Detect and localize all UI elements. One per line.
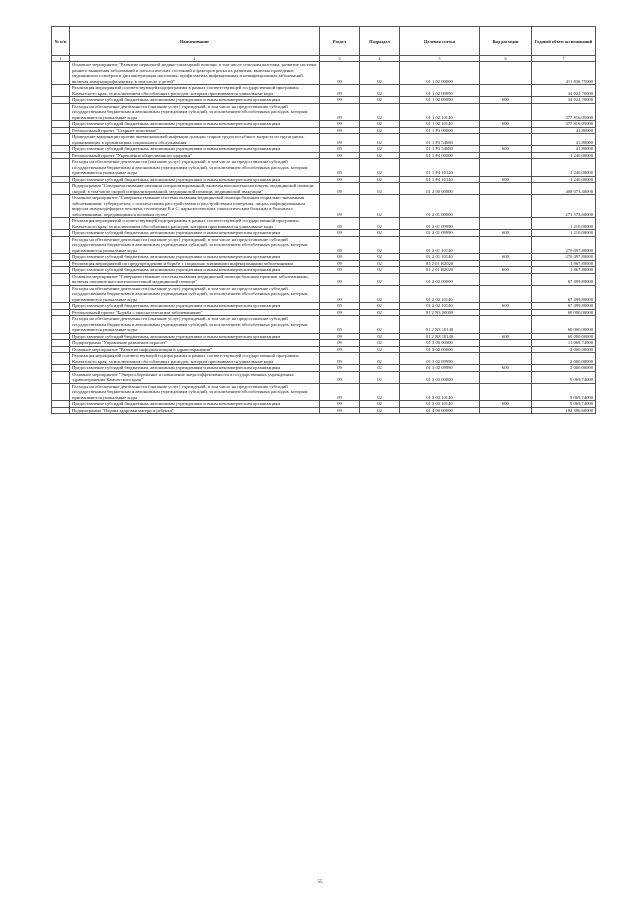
row-name-cell: Основное мероприятие "Совершенствование системы оказания медицинской помощи больным прочими заболеваниями, включая оказание высокотехнологичной медицинской помощи" xyxy=(70,273,320,285)
row-expense-type-cell xyxy=(480,407,532,414)
row-subsection-cell: 02 xyxy=(360,303,400,310)
table-row xyxy=(52,195,596,218)
row-amount-cell: 377 816,05000 xyxy=(532,103,596,121)
row-subsection-cell: 02 xyxy=(360,353,400,365)
row-amount-cell: 67 499,80000 xyxy=(532,303,596,310)
page-number: 55 xyxy=(317,880,323,885)
row-target-article-cell: 01 1 P4 10140 xyxy=(400,159,480,177)
row-section-cell: 09 xyxy=(320,85,360,97)
row-section-cell: 09 xyxy=(320,383,360,401)
row-expense-type-cell xyxy=(480,285,532,303)
row-amount-cell: 1 867,80000 xyxy=(532,260,596,267)
row-section-cell: 09 xyxy=(320,340,360,347)
table-row xyxy=(52,273,596,285)
row-amount-cell: 67 499,80000 xyxy=(532,273,596,285)
row-section-cell: 09 xyxy=(320,353,360,365)
table-row xyxy=(52,218,596,230)
row-name-cell: Подпрограмма "Охрана здоровья матери и ребенка" xyxy=(70,407,320,414)
row-number-cell xyxy=(52,285,70,303)
row-name-cell: Расходы на обеспечение деятельности (оказание услуг) учреждений, в том числе на предоставление субсидий государственным бюджетным и автономным учреждениям субсидий, за исключением обособленных расходов, которым присваиваются уникальные коды xyxy=(70,103,320,121)
row-subsection-cell: 02 xyxy=(360,97,400,104)
row-section-cell: 09 xyxy=(320,303,360,310)
row-name-cell: Предоставление субсидий бюджетным, автономным учреждениям и иным некоммерческим организациям xyxy=(70,333,320,340)
row-target-article-cell: 01 1 02 10140 xyxy=(400,121,480,128)
row-section-cell: 09 xyxy=(320,195,360,218)
row-expense-type-cell xyxy=(480,159,532,177)
row-subsection-cell: 02 xyxy=(360,273,400,285)
row-expense-type-cell xyxy=(480,218,532,230)
row-amount-cell: 60 000,00000 xyxy=(532,309,596,316)
row-amount-cell: 3 240,00000 xyxy=(532,159,596,177)
row-name-cell: Расходы на обеспечение деятельности (оказание услуг) учреждений, в том числе на предоставление субсидий государственным бюджетным и автономным учреждениям субсидий, за исключением обособленных расходов, которым присваиваются уникальные коды xyxy=(70,236,320,254)
table-row xyxy=(52,353,596,365)
table-row xyxy=(52,103,596,121)
row-section-cell: 09 xyxy=(320,407,360,414)
row-target-article-cell: 01 2 01 00000 xyxy=(400,195,480,218)
row-number-cell xyxy=(52,195,70,218)
row-expense-type-cell: 600 xyxy=(480,254,532,261)
header-target-article: Целевая статья xyxy=(400,27,480,56)
row-section-cell: 09 xyxy=(320,365,360,372)
row-amount-cell: 11 069,74000 xyxy=(532,340,596,347)
row-section-cell: 09 xyxy=(320,285,360,303)
row-expense-type-cell xyxy=(480,183,532,195)
col-number: 3 xyxy=(320,56,360,62)
row-target-article-cell: 01 1 02 10140 xyxy=(400,103,480,121)
row-target-article-cell: 01 1 02 00000 xyxy=(400,62,480,85)
row-amount-cell: 67 499,80000 xyxy=(532,285,596,303)
row-number-cell xyxy=(52,183,70,195)
row-target-article-cell: 01 2 01 10140 xyxy=(400,254,480,261)
row-target-article-cell: 01 2 01 09990 xyxy=(400,230,480,237)
row-expense-type-cell xyxy=(480,353,532,365)
row-name-cell: Региональный проект "Старшее поколение" xyxy=(70,127,320,134)
row-number-cell xyxy=(52,62,70,85)
col-number: 7 xyxy=(532,56,596,62)
row-number-cell xyxy=(52,371,70,383)
row-section-cell: 09 xyxy=(320,62,360,85)
row-expense-type-cell xyxy=(480,103,532,121)
row-name-cell: Расходы на обеспечение деятельности (оказание услуг) учреждений, в том числе на предоставление субсидий государственным бюджетным и автономным учреждениям субсидий, за исключением обособленных расходов, которым присваиваются уникальные коды xyxy=(70,159,320,177)
row-amount-cell: 1 867,80000 xyxy=(532,267,596,274)
row-section-cell: 09 xyxy=(320,230,360,237)
row-section-cell: 09 xyxy=(320,121,360,128)
row-number-cell xyxy=(52,236,70,254)
row-expense-type-cell xyxy=(480,195,532,218)
row-amount-cell: 9 069,74000 xyxy=(532,371,596,383)
row-expense-type-cell: 600 xyxy=(480,365,532,372)
row-name-cell: Расходы на обеспечение деятельности (оказание услуг) учреждений, в том числе на предоставление субсидий государственным бюджетным и автономным учреждениям субсидий, за исключением обособленных расходов, которым присваиваются уникальные коды xyxy=(70,285,320,303)
row-subsection-cell: 02 xyxy=(360,365,400,372)
row-target-article-cell: 01 2 01 09990 xyxy=(400,218,480,230)
row-subsection-cell: 02 xyxy=(360,346,400,353)
table-row xyxy=(52,85,596,97)
row-name-cell: Реализация мероприятий соответствующей подпрограммы в рамках соответствующей государственной программы Камчатского края, за исключением обособленных расходов, которым присваиваются уникальные коды xyxy=(70,218,320,230)
row-subsection-cell: 02 xyxy=(360,260,400,267)
header-subsection: Подраздел xyxy=(360,27,400,56)
table-row xyxy=(52,183,596,195)
row-section-cell: 09 xyxy=(320,236,360,254)
row-amount-cell: 408 073,40000 xyxy=(532,183,596,195)
row-target-article-cell: 01 2 02 10140 xyxy=(400,303,480,310)
row-target-article-cell: 01 3 03 10140 xyxy=(400,383,480,401)
row-section-cell: 09 xyxy=(320,103,360,121)
row-target-article-cell: 01 2 N3 10140 xyxy=(400,316,480,334)
row-expense-type-cell xyxy=(480,85,532,97)
row-subsection-cell: 02 xyxy=(360,236,400,254)
table-row xyxy=(52,407,596,414)
row-target-article-cell: 01 4 00 00000 xyxy=(400,407,480,414)
row-subsection-cell: 02 xyxy=(360,230,400,237)
row-expense-type-cell: 600 xyxy=(480,303,532,310)
row-expense-type-cell: 600 xyxy=(480,230,532,237)
row-expense-type-cell: 600 xyxy=(480,401,532,408)
row-section-cell: 09 xyxy=(320,401,360,408)
row-amount-cell: 60 000,00000 xyxy=(532,333,596,340)
row-name-cell: Проведение вакцинации против пневмококковой инфекции граждан старше трудоспособного возраста из групп риска, проживающих в организациях социального обслуживания xyxy=(70,134,320,146)
row-section-cell: 09 xyxy=(320,146,360,153)
table-row xyxy=(52,236,596,254)
row-subsection-cell: 02 xyxy=(360,218,400,230)
row-expense-type-cell xyxy=(480,62,532,85)
row-name-cell: Основное мероприятие "Развитие информатизации в здравоохранении" xyxy=(70,346,320,353)
row-subsection-cell: 02 xyxy=(360,340,400,347)
row-amount-cell: 2 000,00000 xyxy=(532,365,596,372)
row-subsection-cell: 02 xyxy=(360,309,400,316)
header-annual-amount: Годовой объем ассигнований xyxy=(532,27,596,56)
table-row xyxy=(52,159,596,177)
row-subsection-cell: 02 xyxy=(360,121,400,128)
row-number-cell xyxy=(52,407,70,414)
row-number-cell xyxy=(52,273,70,285)
row-subsection-cell: 02 xyxy=(360,159,400,177)
row-subsection-cell: 02 xyxy=(360,146,400,153)
row-amount-cell: 1 210,00000 xyxy=(532,230,596,237)
row-number-cell xyxy=(52,383,70,401)
row-subsection-cell: 02 xyxy=(360,176,400,183)
row-amount-cell: 3 240,00000 xyxy=(532,176,596,183)
table-body xyxy=(52,62,596,414)
row-section-cell: 09 xyxy=(320,176,360,183)
row-target-article-cell: 01 2 N3 00000 xyxy=(400,309,480,316)
row-amount-cell: 60 000,00000 xyxy=(532,316,596,334)
row-amount-cell: 182 386,60000 xyxy=(532,407,596,414)
row-expense-type-cell: 600 xyxy=(480,121,532,128)
row-target-article-cell: 01 1 02 09990 xyxy=(400,97,480,104)
row-expense-type-cell xyxy=(480,371,532,383)
row-target-article-cell: 01 2 02 00000 xyxy=(400,273,480,285)
row-section-cell: 09 xyxy=(320,273,360,285)
row-section-cell: 09 xyxy=(320,260,360,267)
row-number-cell xyxy=(52,353,70,365)
col-number: 6 xyxy=(480,56,532,62)
row-number-cell xyxy=(52,134,70,146)
row-expense-type-cell: 600 xyxy=(480,333,532,340)
row-name-cell: Реализация мероприятий по предупреждению и борьбе с социально значимыми инфекционными заболеваниями xyxy=(70,260,320,267)
row-amount-cell: 34 022,70000 xyxy=(532,85,596,97)
row-amount-cell: 411 836,75000 xyxy=(532,62,596,85)
row-name-cell: Региональный проект "Укрепление общественного здоровья" xyxy=(70,152,320,159)
row-subsection-cell: 02 xyxy=(360,407,400,414)
row-amount-cell: 41,80000 xyxy=(532,134,596,146)
col-number: 4 xyxy=(360,56,400,62)
row-section-cell: 09 xyxy=(320,333,360,340)
row-amount-cell: 2 000,00000 xyxy=(532,353,596,365)
row-subsection-cell: 02 xyxy=(360,134,400,146)
row-number-cell xyxy=(52,316,70,334)
col-number: 5 xyxy=(400,56,480,62)
row-number-cell xyxy=(52,85,70,97)
row-target-article-cell: 01 2 01 R2020 xyxy=(400,260,480,267)
row-subsection-cell: 02 xyxy=(360,371,400,383)
row-section-cell: 09 xyxy=(320,159,360,177)
row-section-cell: 09 xyxy=(320,127,360,134)
row-subsection-cell: 02 xyxy=(360,183,400,195)
row-expense-type-cell xyxy=(480,236,532,254)
row-name-cell: Предоставление субсидий бюджетным, автономным учреждениям и иным некоммерческим организациям xyxy=(70,303,320,310)
row-amount-cell: 34 022,70000 xyxy=(532,97,596,104)
header-section: Раздел xyxy=(320,27,360,56)
row-name-cell: Расходы на обеспечение деятельности (оказание услуг) учреждений, в том числе на предоставление субсидий государственным бюджетным и автономным учреждениям субсидий, за исключением обособленных расходов, которым присваиваются уникальные коды xyxy=(70,383,320,401)
row-name-cell: Основное мероприятие "Энергосбережение и повышение энергоэффективности в государственных учреждениях здравоохранения Камчатского края" xyxy=(70,371,320,383)
row-name-cell: Предоставление субсидий бюджетным, автономным учреждениям и иным некоммерческим организациям xyxy=(70,254,320,261)
row-expense-type-cell xyxy=(480,383,532,401)
row-amount-cell: 270 497,80000 xyxy=(532,254,596,261)
row-section-cell: 09 xyxy=(320,218,360,230)
row-expense-type-cell: 600 xyxy=(480,97,532,104)
row-target-article-cell: 01 2 02 10140 xyxy=(400,285,480,303)
row-amount-cell: 1 210,00000 xyxy=(532,218,596,230)
row-name-cell: Предоставление субсидий бюджетным, автономным учреждениям и иным некоммерческим организациям xyxy=(70,176,320,183)
row-amount-cell: 3 240,00000 xyxy=(532,152,596,159)
table-header-row xyxy=(52,27,596,56)
row-target-article-cell: 01 1 02 09990 xyxy=(400,85,480,97)
header-expense-type: Вид расходов xyxy=(480,27,532,56)
row-target-article-cell: 01 1 P3 00000 xyxy=(400,127,480,134)
row-expense-type-cell: 600 xyxy=(480,146,532,153)
header-name: Наименование xyxy=(70,27,320,56)
row-expense-type-cell xyxy=(480,316,532,334)
row-amount-cell: 41,80000 xyxy=(532,146,596,153)
row-number-cell xyxy=(52,159,70,177)
row-subsection-cell: 02 xyxy=(360,103,400,121)
table-row xyxy=(52,383,596,401)
row-subsection-cell: 02 xyxy=(360,316,400,334)
row-target-article-cell: 01 2 01 10140 xyxy=(400,236,480,254)
row-target-article-cell: 01 3 00 00000 xyxy=(400,340,480,347)
row-name-cell: Основное мероприятие "Совершенствование системы оказания медицинской помощи больным социально-значимыми заболеваниями: туберкулезом, с психическими расстройствами и расстройствами поведения, лицам, инфицированным вирусом иммунодефицита человека, гепатитами В и С, наркологическим, онкологическим больным и больным с заболеваниями, передающимися половым путем" xyxy=(70,195,320,218)
row-subsection-cell: 02 xyxy=(360,285,400,303)
row-amount-cell: 270 497,80000 xyxy=(532,236,596,254)
row-section-cell: 09 xyxy=(320,309,360,316)
row-expense-type-cell xyxy=(480,134,532,146)
row-subsection-cell: 02 xyxy=(360,152,400,159)
row-target-article-cell: 01 2 01 R2020 xyxy=(400,267,480,274)
row-expense-type-cell xyxy=(480,273,532,285)
row-name-cell: Предоставление субсидий бюджетным, автономным учреждениям и иным некоммерческим организациям xyxy=(70,230,320,237)
row-name-cell: Реализация мероприятий соответствующей подпрограммы в рамках соответствующей государственной программы Камчатского края, за исключением обособленных расходов, которым присваиваются уникальные коды xyxy=(70,85,320,97)
row-target-article-cell: 01 1 P3 54680 xyxy=(400,146,480,153)
row-name-cell: Подпрограмма "Совершенствование оказания специализированной, включая высокотехнологичную, медицинской помощи, скорой, в том числе скорой специализированной, медицинской помощи, медицинской эвакуации" xyxy=(70,183,320,195)
budget-table xyxy=(51,26,596,414)
row-name-cell: Предоставление субсидий бюджетным, автономным учреждениям и иным некоммерческим организациям xyxy=(70,365,320,372)
table-row xyxy=(52,134,596,146)
row-target-article-cell: 01 1 P3 54680 xyxy=(400,134,480,146)
row-name-cell: Предоставление субсидий бюджетным, автономным учреждениям и иным некоммерческим организациям xyxy=(70,97,320,104)
row-subsection-cell: 02 xyxy=(360,401,400,408)
row-name-cell: Предоставление субсидий бюджетным, автономным учреждениям и иным некоммерческим организациям xyxy=(70,401,320,408)
row-section-cell: 09 xyxy=(320,134,360,146)
row-amount-cell: 41,80000 xyxy=(532,127,596,134)
row-amount-cell: 2 000,00000 xyxy=(532,346,596,353)
col-number: 2 xyxy=(70,56,320,62)
row-expense-type-cell: 600 xyxy=(480,176,532,183)
row-section-cell: 09 xyxy=(320,97,360,104)
row-subsection-cell: 02 xyxy=(360,333,400,340)
row-amount-cell: 273 575,60000 xyxy=(532,195,596,218)
row-expense-type-cell: 600 xyxy=(480,267,532,274)
row-subsection-cell: 02 xyxy=(360,85,400,97)
row-target-article-cell: 01 1 P4 00000 xyxy=(400,152,480,159)
header-number: № п/п xyxy=(52,27,70,56)
row-subsection-cell: 02 xyxy=(360,254,400,261)
row-amount-cell: 9 069,74000 xyxy=(532,401,596,408)
table-row xyxy=(52,285,596,303)
table-row xyxy=(52,371,596,383)
row-number-cell xyxy=(52,218,70,230)
row-subsection-cell: 02 xyxy=(360,195,400,218)
row-section-cell: 09 xyxy=(320,183,360,195)
row-section-cell: 09 xyxy=(320,254,360,261)
row-target-article-cell: 01 2 00 00000 xyxy=(400,183,480,195)
row-target-article-cell: 01 3 03 00000 xyxy=(400,371,480,383)
row-amount-cell: 9 069,74000 xyxy=(532,383,596,401)
row-amount-cell: 377 816,05000 xyxy=(532,121,596,128)
row-name-cell: Региональный проект "Борьба с онкологическими заболеваниями" xyxy=(70,309,320,316)
row-name-cell: Основное мероприятие "Развитие первичной медико-санитарной помощи, в том числе сельским жителям; развитие системы раннего выявления заболеваний и патологических состояний и факторов риска их развития, включая проведение медицинских осмотров и диспансеризации населения; профилактика инфекционных и неинфекционных заболеваний, включая иммунопрофилактику, в том числе у детей" xyxy=(70,62,320,85)
row-target-article-cell: 01 3 02 00000 xyxy=(400,346,480,353)
row-subsection-cell: 02 xyxy=(360,383,400,401)
row-target-article-cell: 01 1 P4 10140 xyxy=(400,176,480,183)
row-number-cell xyxy=(52,103,70,121)
row-target-article-cell: 01 2 N3 10140 xyxy=(400,333,480,340)
row-subsection-cell: 02 xyxy=(360,62,400,85)
row-section-cell: 09 xyxy=(320,346,360,353)
row-target-article-cell: 01 3 02 09990 xyxy=(400,365,480,372)
row-target-article-cell: 01 3 02 09990 xyxy=(400,353,480,365)
row-target-article-cell: 01 3 03 10140 xyxy=(400,401,480,408)
table-row xyxy=(52,316,596,334)
row-section-cell: 09 xyxy=(320,316,360,334)
row-section-cell: 09 xyxy=(320,267,360,274)
table-row xyxy=(52,62,596,85)
row-name-cell: Подпрограмма "Управление развитием отрасли" xyxy=(70,340,320,347)
row-name-cell: Предоставление субсидий бюджетным, автономным учреждениям и иным некоммерческим организациям xyxy=(70,267,320,274)
row-name-cell: Расходы на обеспечение деятельности (оказание услуг) учреждений, в том числе на предоставление субсидий государственным бюджетным и автономным учреждениям субсидий, за исключением обособленных расходов, которым присваиваются уникальные коды xyxy=(70,316,320,334)
col-number: 1 xyxy=(52,56,70,62)
row-subsection-cell: 02 xyxy=(360,267,400,274)
row-name-cell: Реализация мероприятий соответствующей подпрограммы в рамках соответствующей государственной программы Камчатского края, за исключением обособленных расходов, которым присваиваются уникальные коды xyxy=(70,353,320,365)
row-name-cell: Предоставление субсидий бюджетным, автономным учреждениям и иным некоммерческим организациям xyxy=(70,121,320,128)
row-name-cell: Предоставление субсидий бюджетным, автономным учреждениям и иным некоммерческим организациям xyxy=(70,146,320,153)
row-subsection-cell: 02 xyxy=(360,127,400,134)
row-section-cell: 09 xyxy=(320,371,360,383)
row-section-cell: 09 xyxy=(320,152,360,159)
